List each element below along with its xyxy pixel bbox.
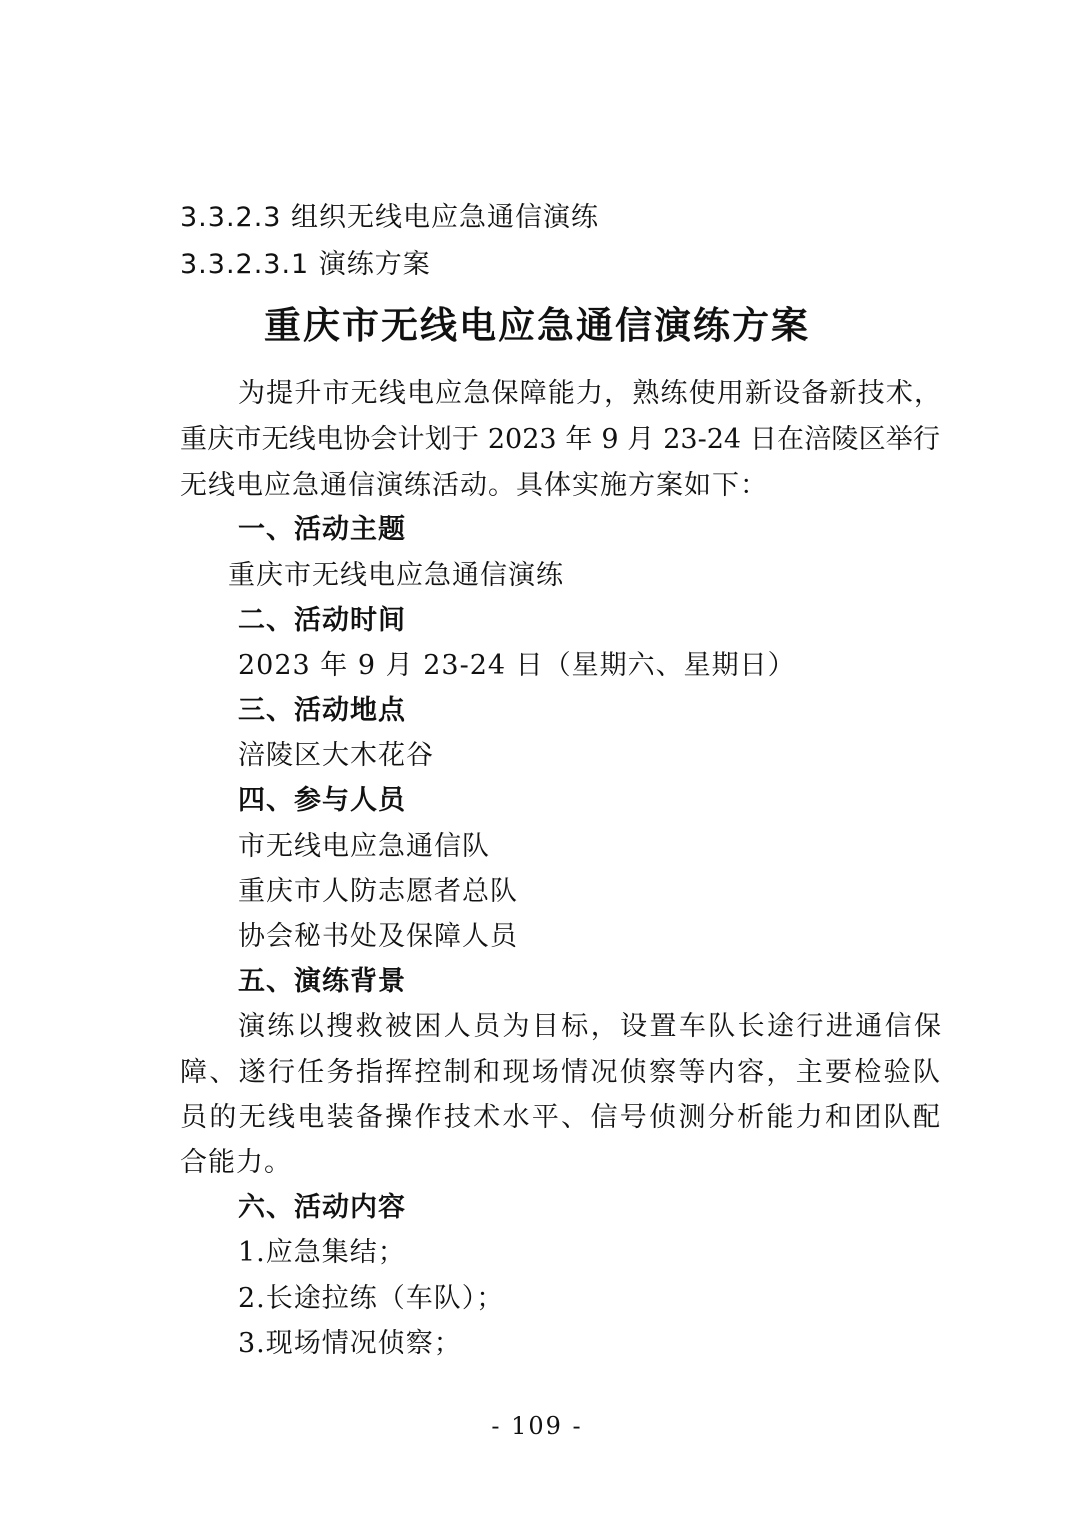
- place-heading: 三、活动地点: [238, 695, 406, 726]
- intro-line-1: 为提升市无线电应急保障能力，熟练使用新设备新技术，: [238, 378, 941, 409]
- content-item-1: 1.应急集结；: [238, 1237, 406, 1268]
- time-heading: 二、活动时间: [238, 605, 406, 636]
- intro-line-2: 重庆市无线电协会计划于 2023 年 9 月 23-24 日在涪陵区举行: [180, 424, 940, 455]
- section-heading-3-3-2-3-1: 3.3.2.3.1 演练方案: [180, 249, 431, 280]
- document-title: 重庆市无线电应急通信演练方案: [264, 303, 810, 347]
- background-heading: 五、演练背景: [238, 966, 406, 997]
- participant-item-1: 市无线电应急通信队: [238, 831, 490, 862]
- time-body: 2023 年 9 月 23-24 日（星期六、星期日）: [238, 650, 796, 681]
- section-heading-3-3-2-3: 3.3.2.3 组织无线电应急通信演练: [180, 202, 600, 233]
- page-number: - 109 -: [491, 1412, 583, 1440]
- content-heading: 六、活动内容: [238, 1192, 406, 1223]
- background-line-2: 障、遂行任务指挥控制和现场情况侦察等内容，主要检验队: [180, 1057, 940, 1088]
- theme-heading: 一、活动主题: [238, 514, 406, 545]
- background-line-1: 演练以搜救被困人员为目标，设置车队长途行进通信保: [238, 1011, 941, 1042]
- content-item-2: 2.长途拉练（车队）；: [238, 1283, 505, 1314]
- content-item-3: 3.现场情况侦察；: [238, 1328, 462, 1359]
- participants-heading: 四、参与人员: [238, 785, 406, 816]
- theme-body: 重庆市无线电应急通信演练: [228, 560, 564, 591]
- place-body: 涪陵区大木花谷: [238, 740, 434, 771]
- participant-item-2: 重庆市人防志愿者总队: [238, 876, 518, 907]
- participant-item-3: 协会秘书处及保障人员: [238, 921, 518, 952]
- background-line-4: 合能力。: [180, 1147, 292, 1178]
- background-line-3: 员的无线电装备操作技术水平、信号侦测分析能力和团队配: [180, 1102, 940, 1133]
- intro-line-3: 无线电应急通信演练活动。具体实施方案如下：: [180, 470, 768, 501]
